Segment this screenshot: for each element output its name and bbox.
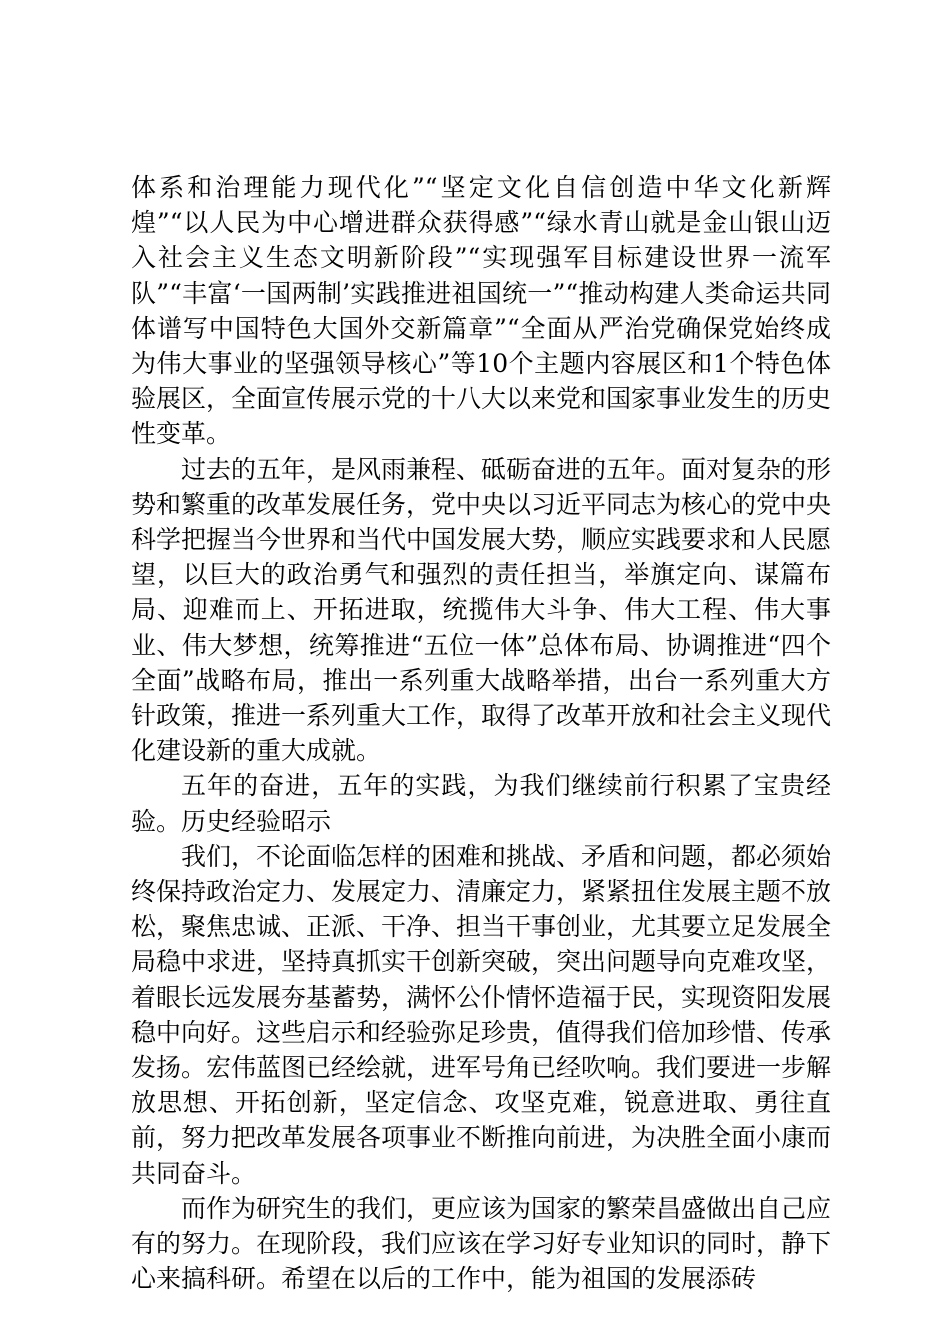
paragraph-past-five-years: 过去的五年，是风雨兼程、砥砺奋进的五年。面对复杂的形势和繁重的改革发展任务，党中央以习近平同志为核心的党中央科学把握当今世界和当代中国发展大势，顺应实践要求和人民愿望，以巨大的政治勇气和强烈的责任担当，举旗定向、谋篇布局、迎难而上、开拓进取，统揽伟大斗争、伟大工程、伟大事业、伟大梦想，统筹推进“五位一体”总体布局、协调推进“四个全面”战略布局，推出一系列重大战略举措，出台一系列重大方针政策，推进一系列重大工作，取得了改革开放和社会主义现代化建设新的重大成就。: [131, 454, 832, 766]
paragraph-lessons: 我们，不论面临怎样的困难和挑战、矛盾和问题，都必须始终保持政治定力、发展定力、清廉定力，紧紧扭住发展主题不放松，聚焦忠诚、正派、干净、担当干事创业，尤其要立足发展全局稳中求进，坚持真抓实干创新突破，突出问题导向克难攻坚，着眼长远发展夯基蓄势，满怀公仆情怀造福于民，实现资阳发展稳中向好。这些启示和经验弥足珍贵，值得我们倍加珍惜、传承发扬。宏伟蓝图已经绘就，进军号角已经吹响。我们要进一步解放思想、开拓创新，坚定信念、攻坚克难，锐意进取、勇往直前，努力把改革发展各项事业不断推向前进，为决胜全面小康而共同奋斗。: [131, 841, 832, 1188]
paragraph-experience: 五年的奋进，五年的实践，为我们继续前行积累了宝贵经验。历史经验昭示: [131, 771, 831, 836]
paragraph-exhibition-themes: 体系和治理能力现代化”“坚定文化自信创造中华文化新辉煌”“以人民为中心增进群众获得感”“绿水青山就是金山银山迈入社会主义生态文明新阶段”“实现强军目标建设世界一流军队”“丰富‘一国两制’实践推进祖国统一”“推动构建人类命运共同体谱写中国特色大国外交新篇章”“全面从严治党确保党始终成为伟大事业的坚强领导核心”等10个主题内容展区和1个特色体验展区，全面宣传展示党的十八大以来党和国家事业发生的历史性变革。: [131, 173, 832, 449]
paragraph-graduate-students: 而作为研究生的我们，更应该为国家的繁荣昌盛做出自己应有的努力。在现阶段，我们应该在学习好专业知识的同时，静下心来搞科研。希望在以后的工作中，能为祖国的发展添砖: [131, 1193, 832, 1294]
document-body: [131, 170, 831, 1297]
